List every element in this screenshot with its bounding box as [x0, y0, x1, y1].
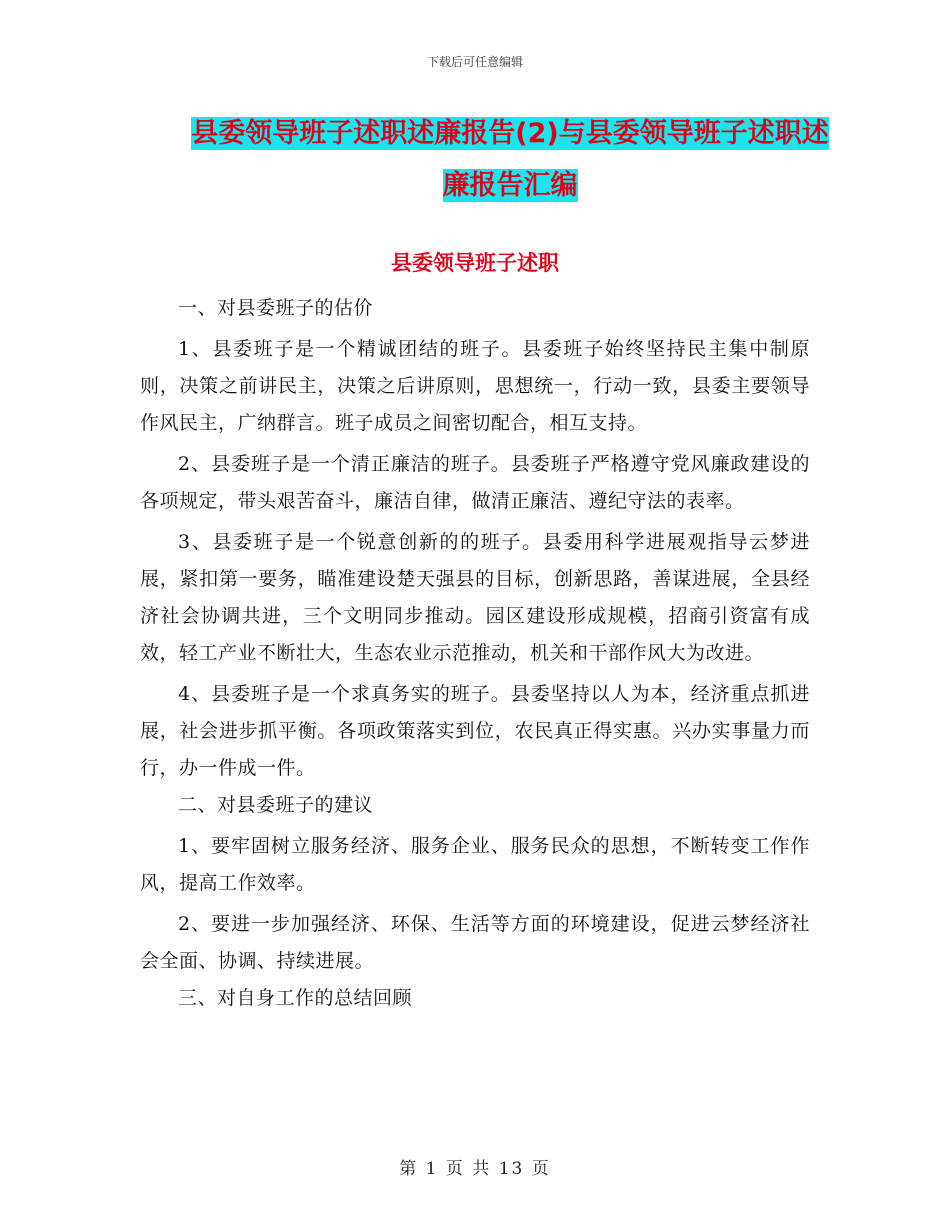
document-body [140, 290, 810, 1017]
heading-evaluation: 一、对县委班子的估价 [178, 297, 374, 319]
paragraph-evaluation-2: 2、县委班子是一个清正廉洁的班子。县委班子严格遵守党风廉政建设的各项规定，带头艰苦奋斗，廉洁自律，做清正廉洁、遵纪守法的表率。 [140, 453, 810, 512]
paragraph-evaluation-1: 1、县委班子是一个精诚团结的班子。县委班子始终坚持民主集中制原则，决策之前讲民主，决策之后讲原则，思想统一，行动一致，县委主要领导作风民主，广纳群言。班子成员之间密切配合，相互支持。 [140, 338, 810, 434]
paragraph-suggestion-1: 1、要牢固树立服务经济、服务企业、服务民众的思想，不断转变工作作风，提高工作效率。 [140, 835, 810, 894]
page-header-note: 下载后可任意编辑 [426, 55, 523, 69]
heading-self-review: 三、对自身工作的总结回顾 [178, 987, 413, 1009]
heading-suggestions: 二、对县委班子的建议 [178, 794, 374, 816]
document-title [140, 108, 880, 212]
title-line-2: 廉报告汇编 [442, 170, 578, 201]
paragraph-evaluation-4: 4、县委班子是一个求真务实的班子。县委坚持以人为本，经济重点抓进展，社会进步抓平衡。各项政策落实到位，农民真正得实惠。兴办实事量力而行，办一件成一件。 [140, 683, 810, 779]
paragraph-suggestion-2: 2、要进一步加强经济、环保、生活等方面的环境建设，促进云梦经济社会全面、协调、持续进展。 [140, 913, 810, 972]
title-line-1: 县委领导班子述职述廉报告(2)与县委领导班子述职述 [191, 118, 829, 149]
paragraph-evaluation-3: 3、县委班子是一个锐意创新的的班子。县委用科学进展观指导云梦进展，紧扣第一要务，瞄准建设楚天强县的目标，创新思路，善谋进展，全县经济社会协调共进，三个文明同步推动。园区建设形成规模，招商引资富有成效，轻工产业不断壮大，生态农业示范推动，机关和干部作风大为改进。 [140, 531, 810, 664]
section-title: 县委领导班子述职 [391, 251, 559, 275]
page-number: 第 1 页 共 13 页 [399, 1159, 551, 1179]
